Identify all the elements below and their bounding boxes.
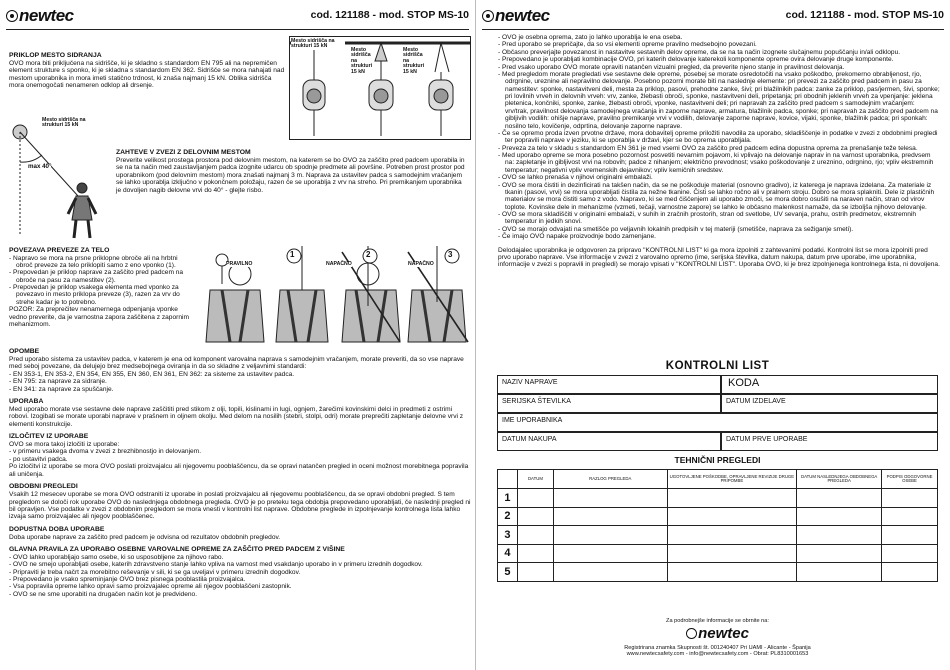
fig-label-2: Mesto sidrišča na strukturi 15 kN [351, 47, 373, 75]
cell[interactable] [517, 563, 553, 582]
footer-brand: newtec [698, 625, 749, 643]
cell[interactable] [797, 563, 882, 582]
col-header-date: DATUM [517, 470, 553, 489]
cell[interactable] [553, 526, 667, 545]
cell[interactable] [667, 544, 797, 563]
workspace-text: Preverite velikost prostega prostora pod delovnim mestom, na katerem se bo OVO za zaščito pred padcem uporabila in se na ta način med zaustavljanjem padca izognite udarcu ob spodnje predmete ali površine. Potreben prost prostor pod uporabnikom (pod delovnim mestom) mora znašati najmanj 3 m. Naprava za ustavitev padca s samodejnim vračanjem se lahko uporablja izključno v pokončnem položaju, razen če se uporablja z vrv na streho. Pri premikanjem uporabnika je dovoljen nagib delovne vrvi do 40° - glejte risbo. [116, 157, 465, 194]
cell[interactable] [553, 544, 667, 563]
footer-logo [497, 626, 938, 643]
exclusion-text: Po izločitvi iz uporabe se mora OVO poslati proizvajalcu ali njegovemu pooblaščencu, da se opravi natančen pregled in oceni možnost morebitnega popravila ali uničenja. [9, 463, 469, 478]
brand-logo [6, 6, 74, 25]
col-header-signature: PODPIS ODGOVORNE OSEBE [882, 470, 938, 489]
workspace-section [116, 149, 468, 194]
fig-label-3: Mesto sidrišča na strukturi 15 kN [403, 48, 427, 75]
notes-column [9, 348, 471, 598]
field-label: DATUM IZDELAVE [726, 398, 786, 405]
rules-item: - Pred uporabo se prepričajte, da so vsi elementi opreme pravilno medsebojno povezani. [498, 41, 757, 49]
field-user-name[interactable] [497, 413, 938, 432]
logo-mark-icon [686, 628, 697, 639]
usage-title: UPORABA [9, 397, 44, 405]
footer-registration: Registrirana znamka Skupnosti št. 001240407 Pri UAMI - Alicante - Španija [624, 645, 811, 652]
harness-number-2: 2 [366, 250, 371, 259]
rules-continued [498, 34, 940, 269]
cell[interactable] [553, 563, 667, 582]
field-manufacture-date[interactable] [721, 394, 938, 413]
connection-item: - Prepovedan je priklop naprave za zaščito pred padcem na obroče na pasu za namestitev (2). [9, 269, 184, 284]
notes-item: - EN 353-1, EN 353-2, EN 354, EN 355, EN 360, EN 361, EN 362: za sisteme za ustavitev padca. [9, 370, 295, 378]
rules-item: - Med pregledom morate pregledati vse sestavne dele opreme, posebej se morate osredotočiti na vsako poškodbo, prekomerno obrabljenost, rjo, odrgnine, ureznine ali nepravilno delovanje. Posebno pozorni morate biti na naslednje elemente: pri prevezi za zaščito pred padcem in pasu za namestitev: sponke, nastavitveni deli, mesta za priklop, pasovi, prehodne zanke, šivi; pri blažilnikih padca: zanke za priklop, pas/jermen, šivi, sponke; pri lovilnih vrveh in delovnih vrveh: vrv, zanke, žlebasti obroči, sponke, nastavitveni deli, pripetanja; pri obodnih jeklenih vrveh za vpenjanje: jeklena pletenica, končniki, sponke, zanke, žlebasti obroči, vponke, nastavitveni deli; pri napravah za zaščito pred padcem s samodejnim vračanjem: vrv/trak, pravilnost delovanja samodejnega vračanja in zaporne naprave, armatura, blažilnik padca, sponke; pri napravah za zaščito pred padcem na gibljivih vodilih: ohišje naprave, pravilno premikanje vrvi v vodilih, delovanje zaporne naprave, kovice, vijaki, sponke, blažilnik padca; pri sponkah: nosilno telo, kovičenje, odprtina, delovanje zaporne naprave. [498, 70, 940, 130]
page-header-right [482, 4, 944, 30]
exclusion-item: - v primeru vsakega dvoma v zvezi z brezhibnostjo in delovanjem. [9, 448, 202, 456]
table-row [498, 489, 938, 508]
footer-contact-line: Za podrobnejše informacije se obrnite na: [666, 618, 769, 624]
rules-item: - OVO se mora čistiti in dezinficirati na takšen način, da se ne poškoduje material (osnovno gradivo), iz katerega je naprava izdelana. Za materiale iz tkanin (pasovi, vrvi) se mora uporabljati čistila za nežne tkanine. Čisti se lahko ročno ali v pralnem stroju. Dobro se mora splakniti. Dele iz plastičnih materialov se mora čistiti samo z vodo. Napravo, ki se med čiščenjem ali uporabo zmoči, se mora dobro osušiti na naraven način, stran od virov toplote. Kovinske dele in mehanizme (vzmeti, tečaji, varnostne zapore) se lahko le občasno malenkost namaže, da se izboljša njihovo delovanje. [498, 181, 935, 211]
cell[interactable] [517, 526, 553, 545]
fig-label-1: Mesto sidrišča na strukturi 15 kN [291, 39, 345, 50]
connection-section [9, 247, 193, 328]
lifetime-title: DOPUSTNA DOBA UPORABE [9, 525, 105, 533]
rules-item: - OVO lahko uporabljajo samo osebe, ki so usposobljene za njihovo rabo. [9, 553, 224, 561]
usage-text: Med uporabo morate vse sestavne dele naprave zaščititi pred stikom z olji, topili, kislinami in lugi, ognjem, žarečimi kovinskimi delci in predmeti z ostrimi robovi. Izogibati se morate uporabi naprave v prašnem in oljnem okolju. Med delom na nosilih (stebri, stolpi, odri) morate preprečiti zapletanje delovne vrvi z elementi konstrukcije. [9, 406, 464, 428]
notes-title: OPOMBE [9, 348, 40, 355]
cell[interactable] [882, 526, 938, 545]
periodic-title: OBDOBNI PREGLEDI [9, 483, 78, 491]
row-number: 4 [498, 544, 518, 563]
rules-item: - OVO se mora skladiščiti v originalni embalaži, v suhih in zračnih prostorih, stran od svetlobe, UV sevanja, prahu, ostrih predmetov, ekstremnih temperatur in jedkih snovi. [498, 211, 917, 226]
anchor-text: OVO mora biti priključena na sidrišče, ki je skladno s standardom EN 795 ali na nepremičen element strukture s sponko, ki je skladna s standardom EN 362. Sidrišče se mora nahajati nad mestom uporabnika in mora imeti statično trdnost, ki znaša najmanj 15 kN. Oblika sidrišča mora onemogočati nenameren odklop ali drsenje. [9, 60, 285, 90]
rules-item: - Med uporabo opreme se mora posebno pozornost posvetiti nevarnim pojavom, ki vplivajo na delovanje naprav in na varnost uporabnika, predvsem na: zapletanje in gibljivost vrvi na robovih; padce z nihanjem; električno prevodnost; vsako poškodovanje z ureznino, odrgnino, rjo; vpliv ekstremnih temperatur; negativni vpliv vremenskih dejavnikov; vpliv kemičnih sredstev. [498, 152, 934, 174]
page-header [6, 4, 469, 30]
rules-item: - Prepovedano je vsako spreminjanje OVO brez pisnega pooblastila proizvajalca. [9, 576, 246, 584]
angle-figure [6, 116, 114, 240]
lifetime-text: Doba uporabe naprave za zaščito pred padcem je odvisna od rezultatov obdobnih pregledov. [9, 533, 281, 541]
page-footer [497, 618, 938, 658]
col-header-next-date: DATUM NASLEDNJEGA OBDOBNEGA PREGLEDA [797, 470, 882, 489]
logo-mark-icon [482, 10, 494, 22]
field-first-use-date[interactable] [721, 432, 938, 451]
cell[interactable] [882, 563, 938, 582]
exclusion-intro: OVO se mora takoj izločiti iz uporabe: [9, 440, 120, 448]
rules-item: - OVO se ne sme uporabiti na drugačen način kot je predvideno. [9, 590, 198, 598]
logo-mark-icon [6, 10, 18, 22]
connection-item: - Napravo se mora na prsne priklopne obroče ali na hrbtni obroč preveze za telo priklopiti samo z eno vponko (1). [9, 254, 178, 269]
rules-item: - Občasno preverjajte povezanost in nastavitve sestavnih delov opreme, da se na ta način izognete slučajnemu popuščanju in/ali odklopu. [498, 48, 901, 56]
connection-item: - Prepovedan je priklop vsakega elementa med vponko za povezavo in mesto priklopa preveze (3), razen za vrv do strehe kadar je to potrebno. [9, 284, 180, 306]
product-code: cod. 121188 - mod. STOP MS-10 [310, 9, 469, 21]
rules-item: - Prepovedano je uporabljati kombinacije OVO, pri katerih delovanje katerekoli komponente opreme ovira delovanje druge komponente. [498, 56, 894, 64]
cell[interactable] [517, 489, 553, 508]
cell[interactable] [667, 526, 797, 545]
field-purchase-date[interactable] [497, 432, 721, 451]
notes-text: Pred uporabo sistema za ustavitev padca, v katerem je ena od komponent varovalna naprava s samodejnim vračanjem, morate preveriti, da so vse naprave med seboj povezane, da delujejo brez medsebojnega oviranja in da so skladne z veljavnimi standardi: [9, 356, 464, 371]
inspection-table [497, 469, 938, 582]
rules-item: - Preveza za telo v skladu s standardom EN 361 je med vsemi OVO za zaščito pred padcem edina dopustna oprema za prenašanje teže telesa. [498, 144, 918, 152]
cell[interactable] [667, 563, 797, 582]
brand-name: newtec [495, 6, 550, 25]
col-header-reason: RAZLOG PREGLEDA [553, 470, 667, 489]
harness-figure [200, 246, 470, 344]
notes-item: - EN 341: za naprave za spuščanje. [9, 385, 114, 393]
cell[interactable] [882, 544, 938, 563]
field-label: DATUM PRVE UPORABE [726, 436, 808, 443]
cell[interactable] [882, 489, 938, 508]
field-label: NAZIV NAPRAVE [502, 379, 558, 386]
col-header [498, 470, 518, 489]
anchor-devices-figure [289, 36, 471, 140]
periodic-text: Vsakih 12 mesecev uporabe se mora OVO odstraniti iz uporabe in poslati proizvajalcu ali njegovemu pooblaščencu, da se opravi obdobni pregled. S tem pregledom se določi rok uporabe OVO do naslednjega obdobnega pregleda. OVO je po preteku tega obdobja prepovedano uporabljati, če naslednji pregled ni bil opravljen. Vse podatke v zvezi z obdobnim pregledom se mora vnesti v kontrolni list naprave. Obdobne preglede in izpolnjevanje kontrolnega lista lahko izvaja samo proizvajalec ali njegov pooblaščenec. [9, 491, 471, 521]
rules-item: - Če imajo OVO napake proizvodnje bodo zamenjane. [498, 233, 656, 241]
cell[interactable] [797, 507, 882, 526]
cell[interactable] [667, 489, 797, 508]
rules-title: GLAVNA PRAVILA ZA UPORABO OSEBNE VAROVALNE OPREME ZA ZAŠČITO PRED PADCEM Z VIŠINE [9, 546, 345, 554]
cell[interactable] [553, 507, 667, 526]
angle-figure-label: Mesto sidrišča na strukturi 15 kN [42, 118, 96, 129]
workspace-title: ZAHTEVE V ZVEZI Z DELOVNIM MESTOM [116, 149, 251, 156]
product-code-right: cod. 121188 - mod. STOP MS-10 [785, 9, 944, 21]
inspection-header-row [498, 470, 938, 489]
row-number: 1 [498, 489, 518, 508]
rules-item: - Pripraviti je treba načrt za morebitno reševanje v sili, ki se ga uveljavi v primeru izrednih dogodkov. [9, 568, 301, 576]
cell[interactable] [553, 489, 667, 508]
field-label: SERIJSKA ŠTEVILKA [502, 398, 571, 405]
field-label: KODA [728, 377, 760, 389]
harness-label-correct: PRAVILNO [226, 261, 253, 267]
table-row [498, 526, 938, 545]
field-device-name[interactable] [497, 375, 721, 394]
notes-item: - EN 795: za naprave za sidranje. [9, 378, 107, 386]
footer-web: www.newtecsafety.com - info@newtecsafety.com - Obrat: PL8310001653 [626, 651, 809, 658]
table-row [498, 563, 938, 582]
harness-label-wrong-1: NAPAČNO [326, 261, 352, 267]
harness-number-3: 3 [448, 250, 453, 259]
rules-item: - Vsa popravila opreme lahko opravi samo proizvajalec opreme ali njegov pooblaščeni zastopnik. [9, 583, 292, 591]
rules-item: - OVO se lahko prenaša v njihovi originalni embalaži. [498, 174, 653, 182]
cell[interactable] [667, 507, 797, 526]
anchor-title: PRIKLOP MESTO SIDRANJA [9, 52, 102, 59]
field-serial[interactable] [497, 394, 721, 413]
rules-item: - OVO ne smejo uporabljati osebe, katerih zdravstveno stanje lahko vpliva na varnost med vsakdanjo uporabo in v primeru izrednih dogodkov. [9, 561, 423, 569]
rules-item: - Pred vsako uporabo OVO morate opraviti natančen vizualni pregled, da preverite njeno stanje in pravilnost delovanja. [498, 63, 845, 71]
rules-item: - OVO je osebna oprema, zato jo lahko uporablja le ena oseba. [498, 34, 683, 41]
connection-warning: POZOR: Za preprečitev nenamernega odpenjanja vponke vedno preverite, da je varnostna zapora zaščitena z zapornim mehanizmom. [9, 306, 189, 328]
harness-number-1: 1 [290, 250, 295, 259]
table-row [498, 544, 938, 563]
cell[interactable] [797, 544, 882, 563]
cell[interactable] [797, 526, 882, 545]
brand-logo-right [482, 6, 550, 25]
rules-item: - Če se opremo proda izven prvotne države, mora dobavitelj opreme priložiti navodila za uporabo, skladiščenje in podatke v zvezi z obdobnimi pregledi ter popravili naprave v jeziku, ki se uporablja v državi, kjer se bo oprema uporabljala. [498, 129, 938, 145]
field-code[interactable] [721, 375, 938, 394]
exclusion-item: - po ustavitvi padca. [9, 455, 68, 463]
rules-item: - OVO se morajo odvajati na smetišče po veljavnih lokalnih predpisih v tej materiji (smetišče, naprava za sežiganje smeti). [498, 225, 854, 233]
row-number: 5 [498, 563, 518, 582]
field-label: IME UPORABNIKA [502, 417, 563, 424]
field-label: DATUM NAKUPA [502, 436, 557, 443]
row-number: 2 [498, 507, 518, 526]
max-angle-label: max 40° [28, 163, 52, 170]
connection-title: POVEZAVA PREVEZE ZA TELO [9, 247, 110, 254]
cell[interactable] [517, 507, 553, 526]
anchor-section [9, 52, 285, 90]
cell[interactable] [517, 544, 553, 563]
table-row [498, 507, 938, 526]
row-number: 3 [498, 526, 518, 545]
harness-label-wrong-2: NAPAČNO [408, 261, 434, 267]
checklist-title: KONTROLNI LIST [665, 360, 770, 372]
employer-paragraph: Delodajalec uporabnika je odgovoren za pripravo "KONTROLNI LIST" ki ga mora izpolniti z zahtevanimi podatki. Kontrolni list se mora izpolniti pred prvo uporabo naprave. Vse informacije v zvezi z varovalno opremo (ime, serijska številka, datum nakupa, datum prve uporabe, ime uporabnika, informacije v zvezi s popravili in pregledi) se morajo vpisati v "KONTROLNI LIST". Uporaba OVO, ki je brez izpolnjenega kontrolnega lista, ni dovoljena. [498, 246, 940, 269]
cell[interactable] [882, 507, 938, 526]
col-header-damage: UGOTOVLJENE POŠKODBE, OPRAVLJENE REVIZIJE DRUGE PRIPOMBE [667, 470, 797, 489]
technical-inspections-title: TEHNIČNI PREGLEDI [674, 455, 761, 465]
cell[interactable] [797, 489, 882, 508]
exclusion-title: IZLOČITEV IZ UPORABE [9, 433, 89, 441]
brand-name: newtec [19, 6, 74, 25]
